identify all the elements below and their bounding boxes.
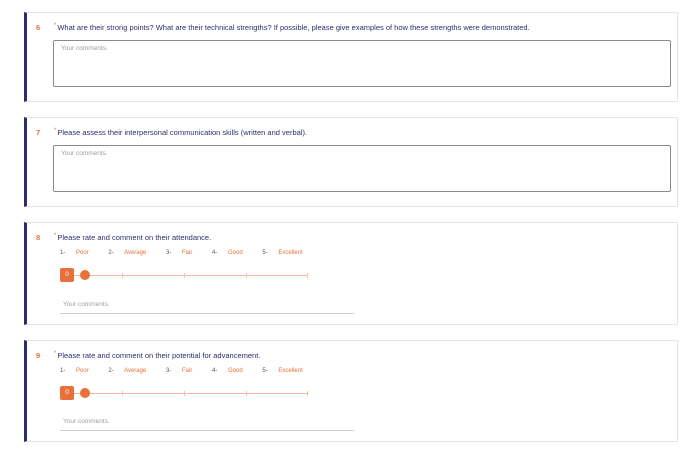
question-card-8 [24, 222, 678, 325]
required-mark: * [54, 23, 57, 29]
required-mark: * [54, 351, 57, 357]
comments-placeholder: Your comments. [61, 150, 108, 157]
question-number: 9 [36, 351, 41, 360]
scale-item-5: 5- Excellent [262, 368, 303, 374]
rating-slider[interactable] [60, 386, 308, 402]
question-label: Please rate and comment on their potential for advancement. [57, 351, 261, 360]
comments-textarea[interactable] [53, 145, 671, 192]
comments-input[interactable] [60, 416, 354, 431]
scale-item-1: 1- Poor [60, 368, 89, 374]
question-card-6 [24, 12, 678, 102]
scale-item-4: 4- Good [212, 368, 243, 374]
scale-item-3: 3- Fair [165, 368, 193, 374]
question-text [54, 351, 260, 360]
scale-item-2: 2- Average [108, 250, 147, 256]
scale-item-1: 1- Poor [60, 250, 89, 256]
scale-item-5: 5- Excellent [262, 250, 303, 256]
comments-placeholder: Your comments. [61, 45, 108, 52]
comments-input[interactable] [60, 299, 354, 314]
slider-tick [246, 391, 247, 396]
question-text [54, 233, 211, 242]
scale-item-3: 3- Fair [165, 250, 193, 256]
required-mark: * [54, 233, 57, 239]
question-number: 7 [36, 128, 41, 137]
slider-handle[interactable] [80, 270, 90, 280]
comments-textarea[interactable] [53, 40, 671, 87]
comments-placeholder: Your comments. [63, 418, 110, 425]
scale-item-4: 4- Good [212, 250, 243, 256]
question-text [54, 23, 530, 32]
rating-slider[interactable] [60, 268, 308, 284]
slider-tick [122, 391, 123, 396]
slider-tick [307, 391, 308, 396]
question-label: What are their strong points? What are their technical strengths? If possible, please give examples of how these strengths were demonstrated. [57, 23, 530, 32]
question-number: 8 [36, 233, 41, 242]
comments-placeholder: Your comments. [63, 301, 110, 308]
scale-item-2: 2- Average [108, 368, 147, 374]
slider-handle[interactable] [80, 388, 90, 398]
question-number: 6 [36, 23, 41, 32]
slider-tick [246, 273, 247, 278]
required-mark: * [54, 128, 57, 134]
question-card-9 [24, 340, 678, 442]
slider-value-badge: 0 [60, 268, 74, 282]
rating-scale-legend [60, 250, 321, 256]
slider-value-badge: 0 [60, 386, 74, 400]
slider-tick [184, 273, 185, 278]
question-text [54, 128, 307, 137]
rating-scale-legend [60, 368, 321, 374]
slider-tick [184, 391, 185, 396]
question-label: Please rate and comment on their attendance. [57, 233, 212, 242]
question-card-7 [24, 117, 678, 207]
slider-tick [307, 273, 308, 278]
question-label: Please assess their interpersonal communication skills (written and verbal). [57, 128, 308, 137]
slider-tick [122, 273, 123, 278]
